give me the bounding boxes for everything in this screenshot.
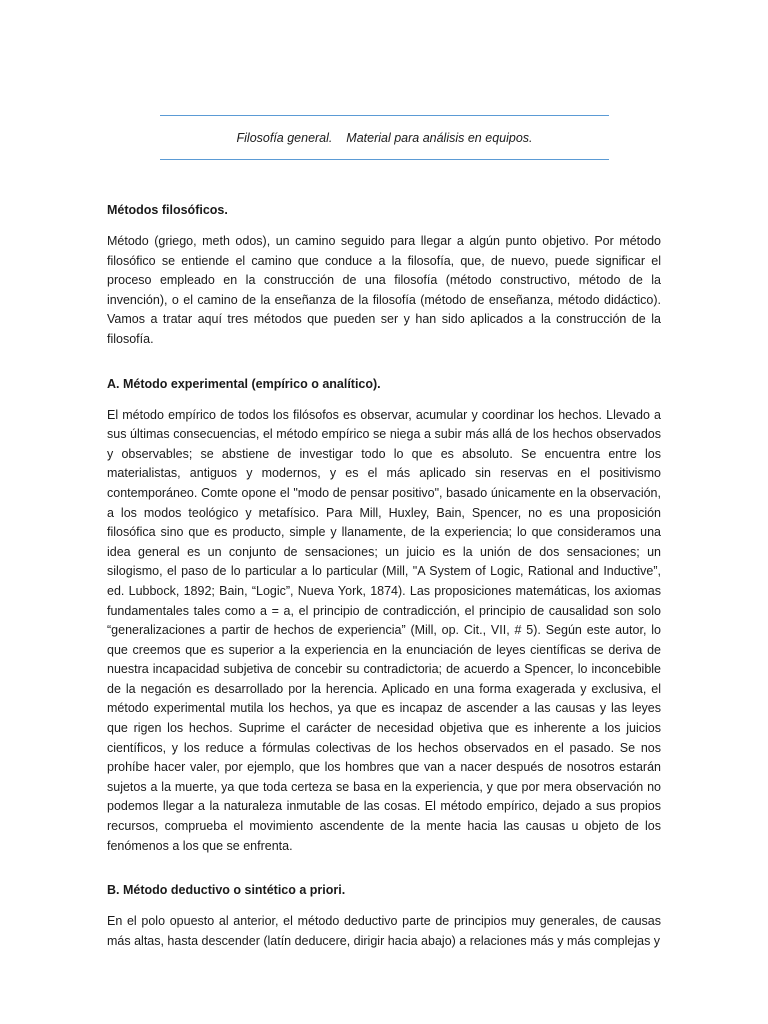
section-heading-deductivo: B. Método deductivo o sintético a priori.	[107, 883, 346, 898]
section-paragraph-experimental: El método empírico de todos los filósofos es observar, acumular y coordinar los hechos. Llevado a sus últimas consecuencias, el método empírico se niega a subir más allá de los hechos observados y observables; se abstiene de investigar todo lo que es absoluto. Se encuentra entre los materialistas, antiguos y modernos, y es el más aplicado sin reservas en el positivismo contemporáneo. Comte opone el "modo de pensar positivo", basado únicamente en la observación, a los modos teológico y metafísico. Para Mill, Huxley, Bain, Spencer, no es una proposición filosófica sino que es producto, simple y llanamente, de la experiencia; lo que consideramos una idea general es un conjunto de sensaciones; un juicio es la unión de dos sensaciones; un silogismo, el paso de lo particular a lo particular (Mill, "A System of Logic, Rational and Inductive”, ed. Lubbock, 1892; Bain, “Logic”, Nueva York, 1874). Las proposiciones matemáticas, los axiomas fundamentales tales como a = a, el principio de contradicción, el principio de causalidad son solo “generalizaciones a partir de hechos de experiencia” (Mill, op. Cit., VII, # 5). Según este autor, lo que creemos que es superior a la experiencia en la enunciación de leyes científicas se deriva de nuestra incapacidad subjetiva de concebir su contradictoria; de acuerdo a Spencer, lo inconcebible de la negación es desarrollado por la herencia. Aplicado en una forma exagerada y exclusiva, el método experimental mutila los hechos, ya que es incapaz de ascender a las causas y las leyes que rigen los hechos. Suprime el carácter de necesidad objetiva que es inherente a los juicios científicos, y los reduce a fórmulas colectivas de los hechos observados en el pasado. Se nos prohíbe hacer valer, por ejemplo, que los hombres que van a nacer después de nosotros estarán sujetos a la muerte, ya que toda certeza se basa en la experiencia, y que por mera observación no podemos llegar a la naturaleza inmutable de las cosas. El método empírico, dejado a sus propios recursos, comprueba el movimiento ascendente de la mente hacia las causas u objeto de los fenómenos a los que se enfrenta.	[107, 407, 661, 853]
section-paragraph-deductivo: En el polo opuesto al anterior, el método deductivo parte de principios muy generales, de causas más altas, hasta descender (latín deducere, dirigir hacia abajo) a relaciones más y más complejas y	[107, 914, 661, 948]
section-heading-experimental: A. Método experimental (empírico o analítico).	[107, 376, 381, 391]
document-header	[160, 115, 609, 160]
header-title: Filosofía general. Material para análisis en equipos.	[236, 130, 533, 145]
section-paragraph-metodos: Método (griego, meth odos), un camino seguido para llegar a algún punto objetivo. Por método filosófico se entiende el camino que conduce a la filosofía, que, de nuevo, puede significar el proceso empleado en la construcción de una filosofía (método constructivo, método de la invención), o el camino de la enseñanza de la filosofía (método de enseñanza, método didáctico). Vamos a tratar aquí tres métodos que pueden ser y han sido aplicados a la construcción de la filosofía.	[107, 234, 661, 346]
document-body	[107, 200, 661, 975]
section-heading-metodos: Métodos filosóficos.	[107, 203, 228, 217]
